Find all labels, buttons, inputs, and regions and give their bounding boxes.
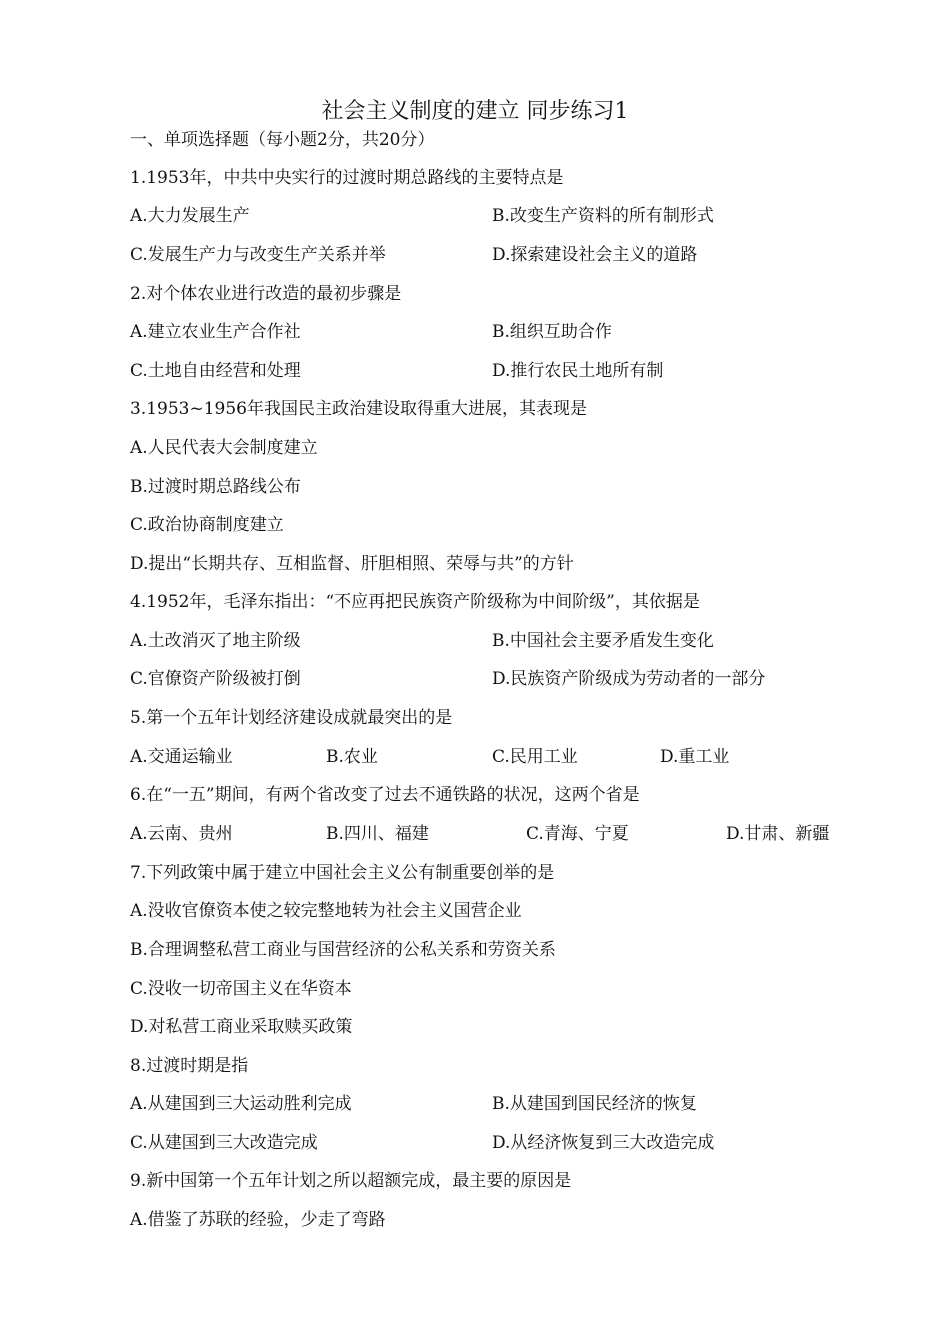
option: A.借鉴了苏联的经验，少走了弯路: [130, 1210, 386, 1230]
question-stem: 9.新中国第一个五年计划之所以超额完成，最主要的原因是: [130, 1171, 572, 1191]
option: B.过渡时期总路线公布: [130, 477, 301, 497]
option: D.对私营工商业采取赎买政策: [130, 1017, 353, 1037]
option: B.农业: [326, 747, 378, 767]
option: D.推行农民土地所有制: [492, 361, 664, 381]
page-title: 社会主义制度的建立 同步练习1: [321, 99, 629, 124]
option: B.中国社会主要矛盾发生变化: [492, 631, 714, 651]
option: A.土改消灭了地主阶级: [130, 631, 301, 651]
question-stem: 5.第一个五年计划经济建设成就最突出的是: [130, 708, 453, 728]
option: A.没收官僚资本使之较完整地转为社会主义国营企业: [130, 901, 522, 921]
option: D.民族资产阶级成为劳动者的一部分: [492, 669, 766, 689]
option: A.交通运输业: [130, 747, 233, 767]
option: C.官僚资产阶级被打倒: [130, 669, 301, 689]
option: A.大力发展生产: [130, 206, 250, 226]
option: C.发展生产力与改变生产关系并举: [130, 245, 386, 265]
option: D.探索建设社会主义的道路: [492, 245, 698, 265]
option: C.土地自由经营和处理: [130, 361, 301, 381]
option: B.改变生产资料的所有制形式: [492, 206, 714, 226]
question-stem: 3.1953~1956年我国民主政治建设取得重大进展，其表现是: [130, 399, 587, 419]
question-stem: 2.对个体农业进行改造的最初步骤是: [130, 284, 402, 304]
question-stem: 7.下列政策中属于建立中国社会主义公有制重要创举的是: [130, 863, 555, 883]
option: A.建立农业生产合作社: [130, 322, 301, 342]
option: C.没收一切帝国主义在华资本: [130, 979, 352, 999]
option: D.甘肃、新疆: [726, 824, 830, 844]
option: A.从建国到三大运动胜利完成: [130, 1094, 352, 1114]
option: C.青海、宁夏: [526, 824, 629, 844]
option: B.从建国到国民经济的恢复: [492, 1094, 697, 1114]
option: B.四川、福建: [326, 824, 429, 844]
option: D.提出“长期共存、互相监督、肝胆相照、荣辱与共”的方针: [130, 554, 574, 574]
question-stem: 4.1952年，毛泽东指出：“不应再把民族资产阶级称为中间阶级”，其依据是: [130, 592, 700, 612]
option: A.人民代表大会制度建立: [130, 438, 318, 458]
option: C.从建国到三大改造完成: [130, 1133, 318, 1153]
option: B.组织互助合作: [492, 322, 612, 342]
option: D.从经济恢复到三大改造完成: [492, 1133, 715, 1153]
question-stem: 1.1953年，中共中央实行的过渡时期总路线的主要特点是: [130, 168, 564, 188]
option: C.民用工业: [492, 747, 578, 767]
option: A.云南、贵州: [130, 824, 233, 844]
option: B.合理调整私营工商业与国营经济的公私关系和劳资关系: [130, 940, 556, 960]
option: C.政治协商制度建立: [130, 515, 284, 535]
question-stem: 8.过渡时期是指: [130, 1056, 249, 1076]
section-heading: 一、单项选择题（每小题2分，共20分）: [130, 130, 435, 150]
option: D.重工业: [660, 747, 730, 767]
question-stem: 6.在“一五”期间，有两个省改变了过去不通铁路的状况，这两个省是: [130, 785, 640, 805]
